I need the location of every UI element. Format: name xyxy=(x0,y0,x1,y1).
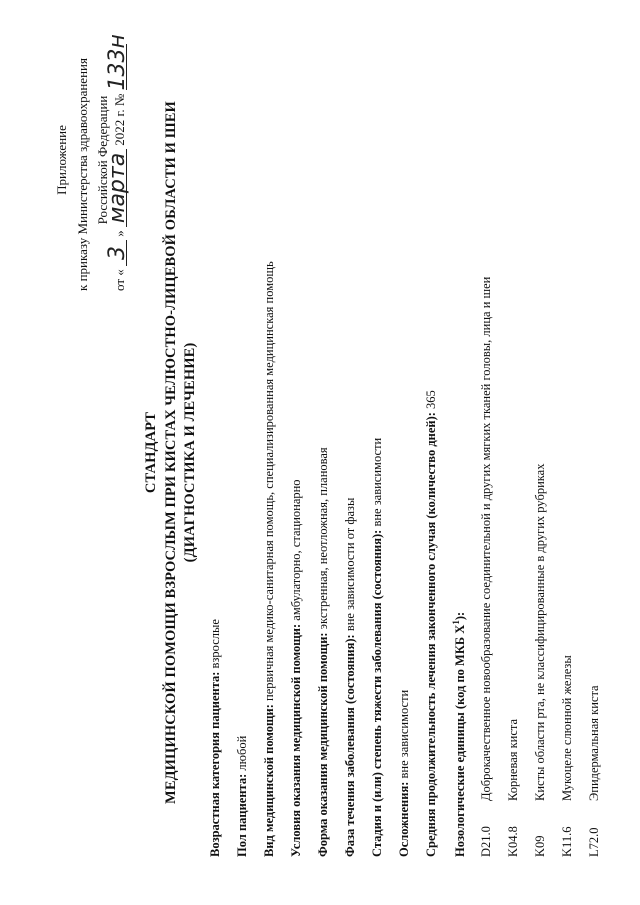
field-disease-phase xyxy=(343,498,358,857)
field-care-form xyxy=(316,447,331,857)
nosology-name: Кисты области рта, не классифицированные в других рубриках xyxy=(533,463,547,801)
standard-heading: СТАНДАРТ xyxy=(143,411,159,494)
field-value: амбулаторно, стационарно xyxy=(289,479,303,624)
nosology-code: K09 xyxy=(533,835,547,857)
date-mid: » xyxy=(112,230,127,237)
field-label: Фаза течения заболевания (состояния): xyxy=(343,634,357,857)
field-label: Форма оказания медицинской помощи: xyxy=(316,632,330,857)
date-day-handwritten: 3 xyxy=(105,245,130,260)
nosology-heading xyxy=(451,612,468,857)
nosology-label-end: ): xyxy=(453,611,468,621)
standard-subtitle: (ДИАГНОСТИКА И ЛЕЧЕНИЕ) xyxy=(182,342,198,563)
field-label: Средняя продолжительность лечения законченного случая (количество дней): xyxy=(424,412,438,857)
appendix-line-1: Приложение xyxy=(54,125,69,195)
field-disease-stage xyxy=(370,438,385,857)
field-treatment-duration xyxy=(424,390,439,857)
field-value: вне зависимости xyxy=(370,437,384,530)
field-label: Возрастная категория пациента: xyxy=(208,671,222,857)
field-label: Пол пациента: xyxy=(235,773,249,857)
field-label: Осложнения: xyxy=(397,781,411,857)
field-label: Вид медицинской помощи: xyxy=(262,704,276,857)
nosology-name: Мукоцеле слюнной железы xyxy=(560,655,574,801)
date-prefix: от « xyxy=(112,269,127,291)
nosology-name: Эпидермальная киста xyxy=(587,685,601,801)
nosology-name: Корневая киста xyxy=(506,718,520,801)
appendix-line-2: к приказу Министерства здравоохранения xyxy=(75,58,90,291)
field-value: взрослые xyxy=(208,619,222,672)
date-month-handwritten: марта xyxy=(105,152,130,224)
field-patient-sex xyxy=(235,736,250,857)
field-care-type xyxy=(262,261,277,857)
order-number-field xyxy=(105,34,130,91)
nosology-code: K04.8 xyxy=(506,826,520,857)
appendix-line-3: Российской Федерации xyxy=(95,95,110,225)
date-month-field xyxy=(105,149,130,227)
nosology-code: L72.0 xyxy=(587,827,601,857)
field-value: любой xyxy=(235,735,249,774)
date-day-field xyxy=(105,240,130,266)
field-value: вне зависимости от фазы xyxy=(343,497,357,635)
field-care-conditions xyxy=(289,479,304,857)
appendix-date-line xyxy=(105,34,130,291)
nosology-code: K11.6 xyxy=(560,826,574,857)
footnote-mark: 1 xyxy=(451,620,461,625)
field-age-category xyxy=(208,619,223,857)
nosology-name: Доброкачественное новообразование соединительной и других мягких тканей головы, лица и шеи xyxy=(479,276,493,801)
field-complications xyxy=(397,690,412,857)
nosology-code: D21.0 xyxy=(479,826,493,857)
field-value: экстренная, неотложная, плановая xyxy=(316,447,330,633)
nosology-label: Нозологические единицы (код по МКБ X xyxy=(453,624,468,857)
field-label: Стадия и (или) степень тяжести заболевания (состояния): xyxy=(370,529,384,857)
field-value: 365 xyxy=(424,390,438,413)
order-number-handwritten: 133н xyxy=(105,34,130,91)
standard-title: МЕДИЦИНСКОЙ ПОМОЩИ ВЗРОСЛЫМ ПРИ КИСТАХ ЧЕЛЮСТНО-ЛИЦЕВОЙ ОБЛАСТИ И ШЕИ xyxy=(163,101,179,804)
field-value: первичная медико-санитарная помощь, специализированная медицинская помощь xyxy=(262,261,276,705)
field-value: вне зависимости xyxy=(397,689,411,782)
field-label: Условия оказания медицинской помощи: xyxy=(289,623,303,857)
date-year-suffix: 2022 г. № xyxy=(112,93,127,146)
